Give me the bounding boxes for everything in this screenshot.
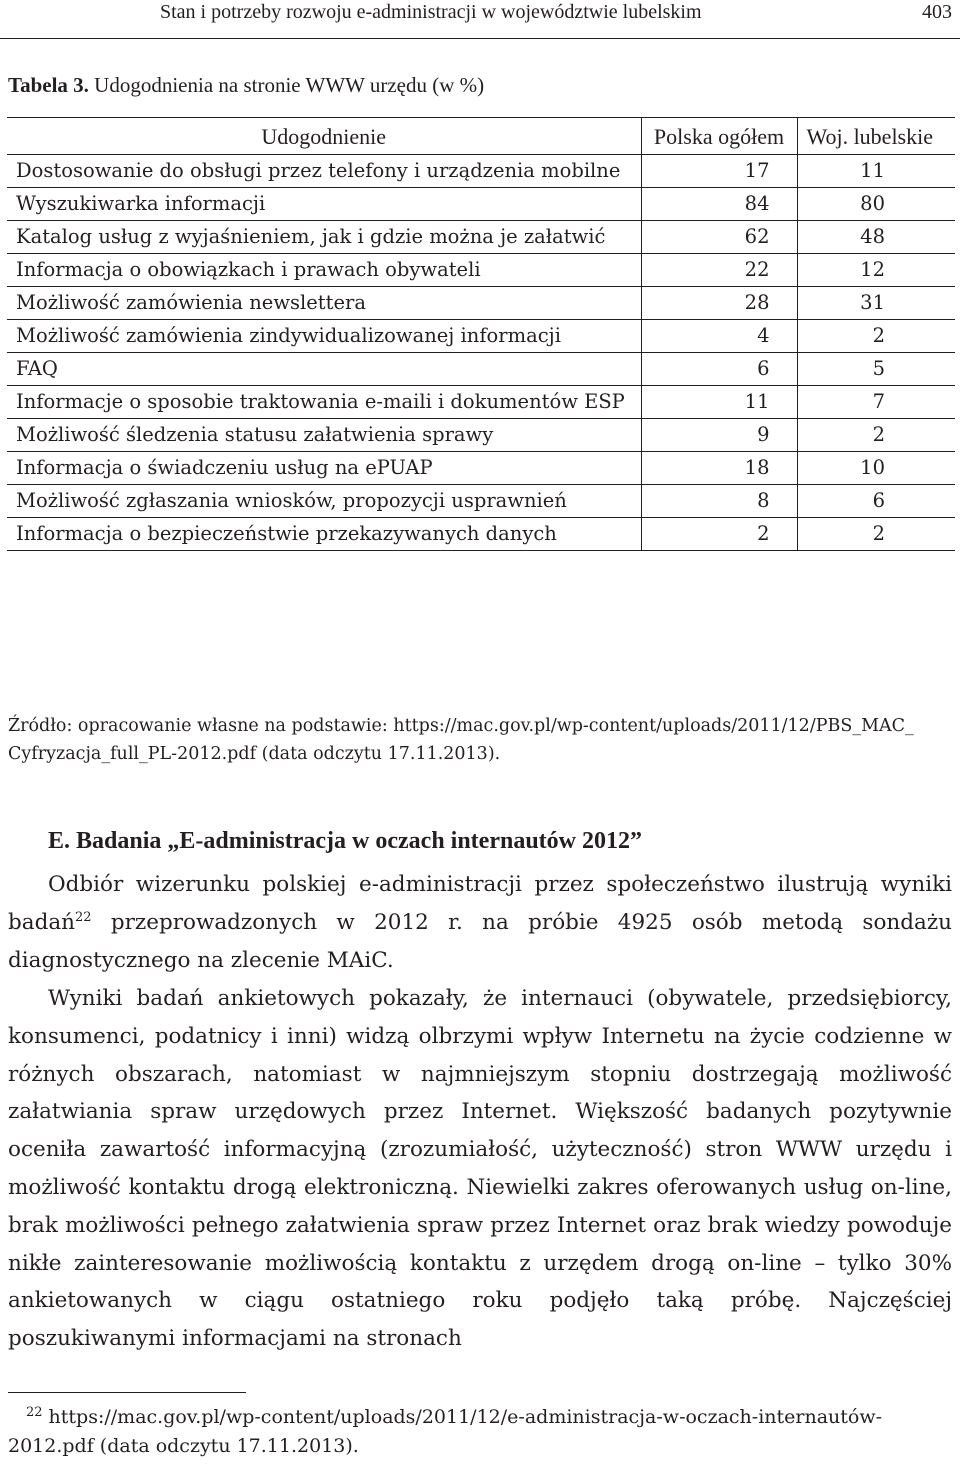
- row-value-lubelskie: 2: [797, 320, 955, 353]
- paragraph-2: [8, 980, 952, 1358]
- row-label: FAQ: [7, 353, 641, 386]
- table-caption-label: Tabela 3.: [8, 73, 89, 97]
- row-value-lubelskie: 31: [797, 287, 955, 320]
- table-row: [7, 221, 955, 254]
- footnote: [8, 1403, 952, 1461]
- amenities-table: [7, 117, 955, 551]
- paragraph-1: [8, 866, 952, 979]
- table-row: [7, 320, 955, 353]
- row-value-lubelskie: 10: [797, 452, 955, 485]
- row-value-lubelskie: 11: [797, 155, 955, 188]
- row-value-poland: 4: [641, 320, 797, 353]
- row-value-poland: 9: [641, 419, 797, 452]
- row-value-poland: 8: [641, 485, 797, 518]
- table-row: [7, 386, 955, 419]
- row-value-poland: 22: [641, 254, 797, 287]
- column-header-amenity: Udogodnienie: [7, 118, 641, 155]
- header-rule: [0, 38, 960, 39]
- row-label: Informacje o sposobie traktowania e-maili i dokumentów ESP: [7, 386, 641, 419]
- paragraph-2-text: Wyniki badań ankietowych pokazały, że internauci (obywatele, przedsiębiorcy, konsumenci, podatnicy i inni) widzą olbrzymi wpływ Internetu na życie codzienne w różnych obszarach, natomiast w najmniejszym stopniu dostrzegają możliwość załatwiania spraw urzędowych przez Internet. Większość badanych pozytywnie oceniła zawartość informacyjną (zrozumiałość, użyteczność) stron WWW urzędu i możliwość kontaktu drogą elektroniczną. Niewielki zakres oferowanych usług on-line, brak możliwości pełnego załatwienia spraw przez Internet oraz brak wiedzy powoduje nikłe zainteresowanie możliwością kontaktu z urzędem drogą on-line – tylko 30% ankietowanych w ciągu ostatniego roku podjęło taką próbę. Najczęściej poszukiwanymi informacjami na stronach: [8, 986, 952, 1352]
- column-header-poland-total: Polska ogółem: [641, 118, 797, 155]
- row-value-lubelskie: 5: [797, 353, 955, 386]
- table-source-note: Źródło: opracowanie własne na podstawie: https://mac.gov.pl/wp-content/uploads/2011/12/PBS_MAC_ Cyfryzacja_full_PL-2012.pdf (data odczytu 17.11.2013).: [8, 716, 914, 764]
- table-row: [7, 485, 955, 518]
- table-caption-text: Udogodnienia na stronie WWW urzędu (w %): [94, 73, 485, 97]
- row-value-lubelskie: 12: [797, 254, 955, 287]
- footnote-number: 22: [26, 1404, 43, 1420]
- row-label: Możliwość zamówienia newslettera: [7, 287, 641, 320]
- row-value-lubelskie: 80: [797, 188, 955, 221]
- running-header: [0, 0, 960, 28]
- row-value-poland: 17: [641, 155, 797, 188]
- row-value-poland: 11: [641, 386, 797, 419]
- table-row: [7, 452, 955, 485]
- table-row: [7, 254, 955, 287]
- paragraph-1-text-before: Odbiór wizerunku polskiej e-administracji przez społeczeństwo ilustrują wyniki badań: [8, 872, 952, 935]
- row-label: Możliwość zamówienia zindywidualizowanej informacji: [7, 320, 641, 353]
- row-label: Informacja o bezpieczeństwie przekazywanych danych: [7, 518, 641, 551]
- row-label: Możliwość śledzenia statusu załatwienia sprawy: [7, 419, 641, 452]
- table-caption: [8, 73, 484, 98]
- table-row: [7, 287, 955, 320]
- row-label: Dostosowanie do obsługi przez telefony i urządzenia mobilne: [7, 155, 641, 188]
- table-row: [7, 518, 955, 551]
- table-row: [7, 419, 955, 452]
- row-value-lubelskie: 2: [797, 518, 955, 551]
- row-label: Informacja o obowiązkach i prawach obywateli: [7, 254, 641, 287]
- table-row: [7, 155, 955, 188]
- footnote-text: https://mac.gov.pl/wp-content/uploads/2011/12/e-administracja-w-oczach-internautów-2012.pdf (data odczytu 17.11.2013).: [8, 1406, 883, 1457]
- row-value-poland: 2: [641, 518, 797, 551]
- row-value-poland: 62: [641, 221, 797, 254]
- page-number: 403: [922, 1, 952, 23]
- row-value-lubelskie: 2: [797, 419, 955, 452]
- row-value-poland: 18: [641, 452, 797, 485]
- table-header-row: [7, 118, 955, 155]
- column-header-lubelskie: Woj. lubelskie: [797, 118, 955, 155]
- row-label: Informacja o świadczeniu usług na ePUAP: [7, 452, 641, 485]
- footnote-reference: 22: [75, 909, 92, 925]
- table-row: [7, 188, 955, 221]
- row-value-poland: 84: [641, 188, 797, 221]
- row-value-lubelskie: 48: [797, 221, 955, 254]
- row-value-lubelskie: 6: [797, 485, 955, 518]
- table-row: [7, 353, 955, 386]
- row-label: Wyszukiwarka informacji: [7, 188, 641, 221]
- paragraph-1-text-after: przeprowadzonych w 2012 r. na próbie 4925 osób metodą sondażu diagnostycznego na zlecenie MAiC.: [8, 909, 952, 973]
- row-value-lubelskie: 7: [797, 386, 955, 419]
- section-heading: E. Badania „E-administracja w oczach internautów 2012”: [48, 828, 642, 854]
- row-value-poland: 6: [641, 353, 797, 386]
- footnote-rule: [8, 1392, 246, 1393]
- row-value-poland: 28: [641, 287, 797, 320]
- running-title: Stan i potrzeby rozwoju e-administracji w województwie lubelskim: [160, 1, 702, 23]
- row-label: Możliwość zgłaszania wniosków, propozycji usprawnień: [7, 485, 641, 518]
- row-label: Katalog usług z wyjaśnieniem, jak i gdzie można je załatwić: [7, 221, 641, 254]
